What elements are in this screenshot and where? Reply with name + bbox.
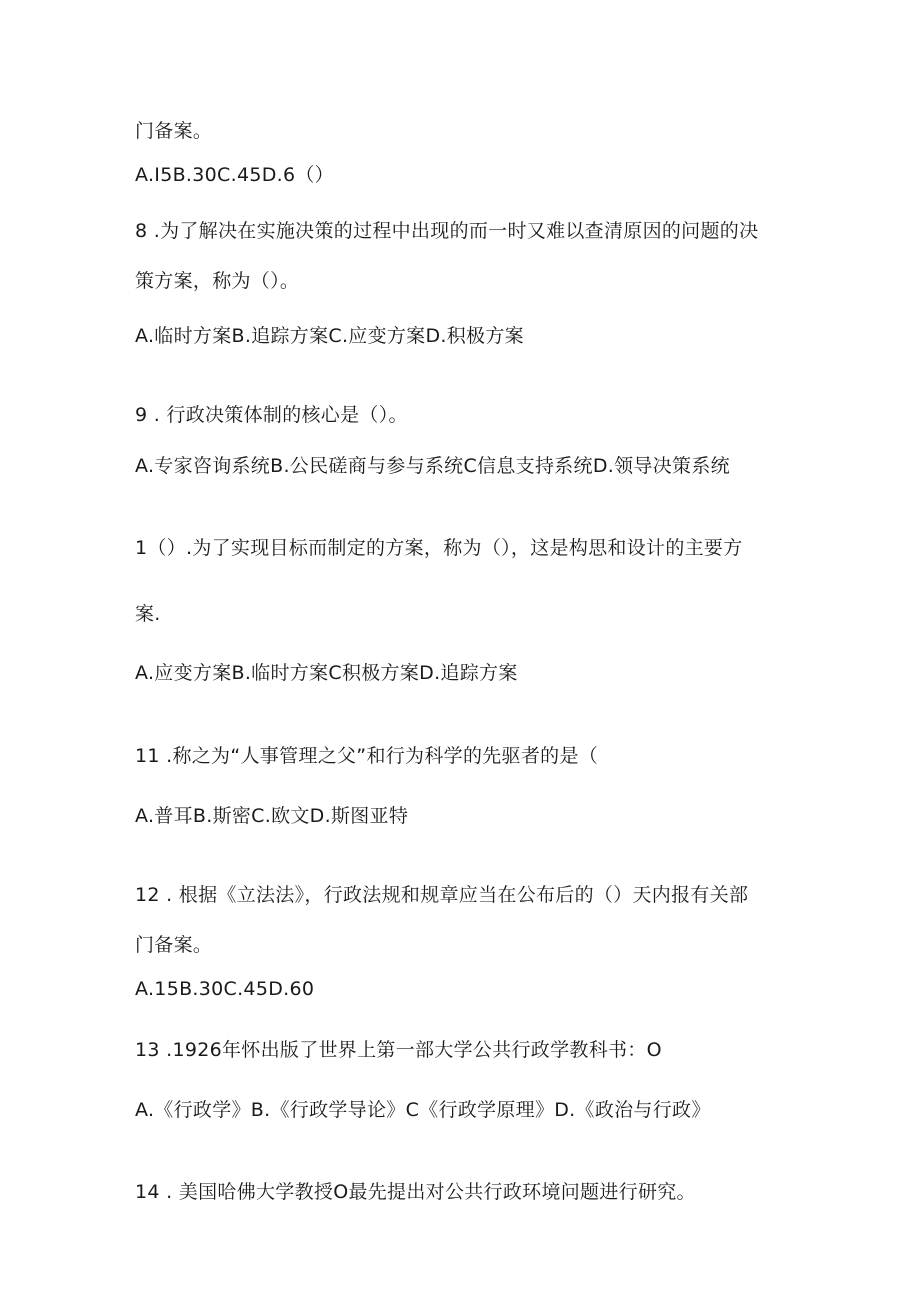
question-12-text: 12 . 根据《立法法》，行政法规和规章应当在公布后的（）天内报有关部 — [135, 884, 749, 906]
question-9-text: 9 . 行政决策体制的核心是（）。 — [135, 404, 408, 426]
question-13-options: A.《行政学》B.《行政学导论》C《行政学原理》D.《政治与行政》 — [135, 1099, 711, 1121]
question-11-options: A.普耳B.斯密C.欧文D.斯图亚特 — [135, 805, 409, 827]
question-7-options: A.I5B.30C.45D.6（） — [135, 164, 334, 186]
question-13-text: 13 .1926年怀出版了世界上第一部大学公共行政学教科书：O — [135, 1039, 662, 1061]
question-8-options: A.临时方案B.追踪方案C.应变方案D.积极方案 — [135, 325, 524, 347]
question-9-options: A.专家咨询系统B.公民磋商与参与系统C信息支持系统D.领导决策系统 — [135, 455, 730, 477]
question-10-text-continuation: 案. — [135, 603, 161, 625]
question-11-text: 11 .称之为“人事管理之父”和行为科学的先驱者的是（ — [135, 745, 599, 767]
question-12-text-continuation: 门备案。 — [135, 934, 213, 956]
question-7-continuation: 门备案。 — [135, 120, 213, 142]
question-10-options: A.应变方案B.临时方案C积极方案D.追踪方案 — [135, 662, 518, 684]
question-10-text: 1（）.为了实现目标而制定的方案，称为（），这是构思和设计的主要方 — [135, 537, 743, 559]
question-14-text: 14 . 美国哈佛大学教授O最先提出对公共行政环境问题进行研究。 — [135, 1181, 696, 1203]
question-8-text: 8 .为了解决在实施决策的过程中出现的而一时又难以查清原因的问题的决 — [135, 220, 759, 242]
question-8-text-continuation: 策方案，称为（）。 — [135, 270, 300, 292]
question-12-options: A.15B.30C.45D.60 — [135, 978, 315, 1000]
